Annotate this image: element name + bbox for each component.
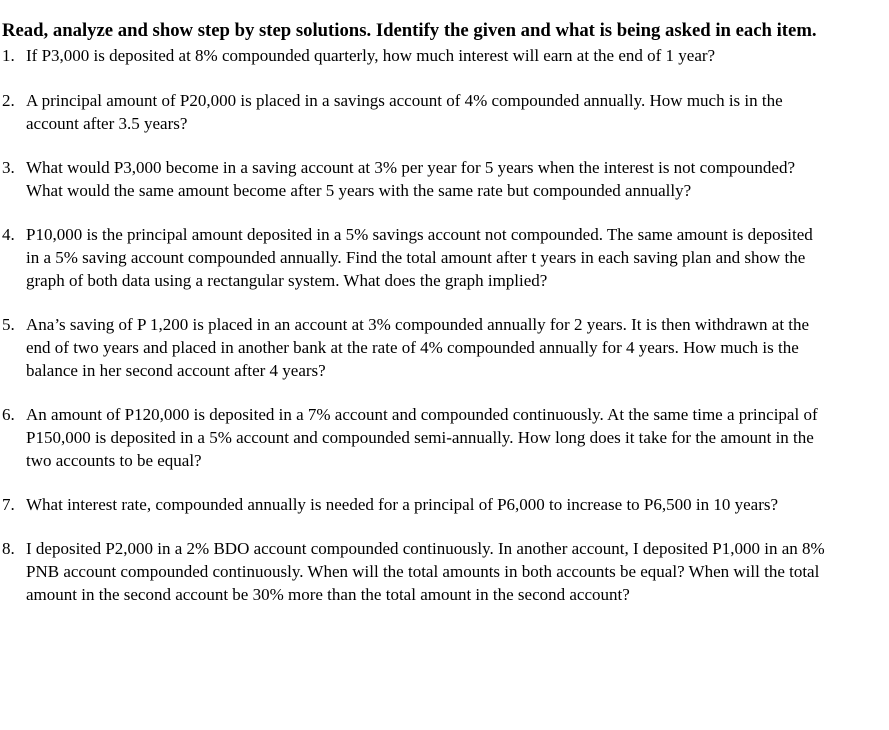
problem-number: 1. — [2, 46, 15, 65]
problem-number: 4. — [2, 225, 15, 244]
problem-item-1 — [2, 44, 826, 67]
problem-text: What interest rate, compounded annually is needed for a principal of P6,000 to increase to P6,500 in 10 years? — [26, 495, 779, 514]
problem-set-document — [2, 18, 882, 606]
problem-text: Ana’s saving of P 1,200 is placed in an account at 3% compounded annually for 2 years. It is then withdrawn at the end of two years and placed in another bank at the rate of 4% compounded annually for 4 years. How much is the balance in her second account after 4 years? — [26, 315, 810, 380]
instructions-heading: Read, analyze and show step by step solutions. Identify the given and what is being asked in each item. — [2, 20, 817, 41]
problem-text: P10,000 is the principal amount deposited in a 5% savings account not compounded. The same amount is deposited in a 5% saving account compounded annually. Find the total amount after t years in each saving plan and show the graph of both data using a rectangular system. What does the graph implied? — [26, 225, 813, 290]
problem-text: What would P3,000 become in a saving account at 3% per year for 5 years when the interest is not compounded? What would the same amount become after 5 years with the same rate but compounded annually? — [26, 158, 796, 200]
problem-item-7 — [2, 493, 826, 516]
problem-text: A principal amount of P20,000 is placed in a savings account of 4% compounded annually. How much is in the account after 3.5 years? — [26, 91, 783, 133]
problem-item-6 — [2, 403, 826, 472]
problem-number: 2. — [2, 91, 15, 110]
problem-number: 6. — [2, 405, 15, 424]
problem-list — [2, 44, 882, 606]
problem-item-3 — [2, 156, 826, 202]
problem-text: An amount of P120,000 is deposited in a 7% account and compounded continuously. At the same time a principal of P150,000 is deposited in a 5% account and compounded semi-annually. How long does it take for the amount in the two accounts to be equal? — [26, 405, 818, 470]
problem-item-2 — [2, 89, 826, 135]
problem-text: I deposited P2,000 in a 2% BDO account compounded continuously. In another account, I deposited P1,000 in an 8% PNB account compounded continuously. When will the total amounts in both accounts be equal? When will the total amount in the second account be 30% more than the total amount in the second account? — [26, 539, 825, 604]
problem-number: 8. — [2, 539, 15, 558]
problem-number: 7. — [2, 495, 15, 514]
problem-item-5 — [2, 313, 826, 382]
problem-item-4 — [2, 223, 826, 292]
problem-item-8 — [2, 537, 826, 606]
problem-number: 5. — [2, 315, 15, 334]
problem-text: If P3,000 is deposited at 8% compounded quarterly, how much interest will earn at the end of 1 year? — [26, 46, 716, 65]
problem-number: 3. — [2, 158, 15, 177]
